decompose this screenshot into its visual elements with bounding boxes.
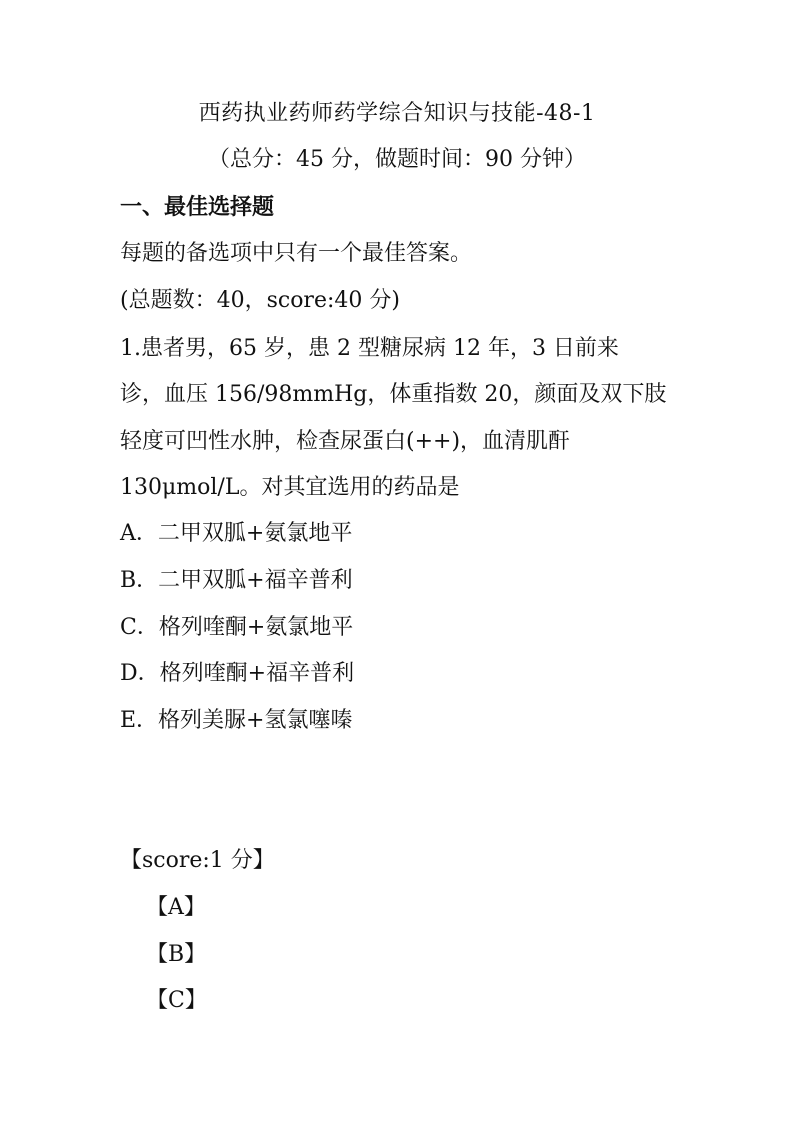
option-d: D．格列喹酮+福辛普利 — [120, 661, 355, 686]
answer-choice-a: 【A】 — [146, 895, 206, 920]
option-b: B．二甲双胍+福辛普利 — [120, 568, 353, 593]
answer-choice-c: 【C】 — [146, 988, 207, 1013]
answer-score: 【score:1 分】 — [120, 848, 275, 873]
option-a: A．二甲双胍+氨氯地平 — [120, 521, 353, 546]
section-instruction: 每题的备选项中只有一个最佳答案。 — [120, 241, 473, 266]
answer-choice-b: 【B】 — [146, 942, 207, 967]
option-c: C．格列喹酮+氨氯地平 — [120, 615, 354, 640]
document-title: 西药执业药师药学综合知识与技能-48-1 — [198, 101, 596, 126]
question-stem-line-3: 轻度可凹性水肿，检查尿蛋白(++)，血清肌酐 — [120, 429, 571, 454]
question-stem-line-1: 1.患者男，65 岁，患 2 型糖尿病 12 年，3 日前来 — [120, 336, 619, 361]
option-e: E．格列美脲+氢氯噻嗪 — [120, 708, 353, 733]
section-meta: (总题数：40，score:40 分) — [120, 288, 400, 313]
document-subtitle: （总分：45 分，做题时间：90 分钟） — [208, 147, 586, 172]
question-stem-line-2: 诊，血压 156/98mmHg，体重指数 20，颜面及双下肢 — [120, 382, 667, 407]
question-stem-line-4: 130μmol/L。对其宜选用的药品是 — [120, 475, 460, 500]
section-heading: 一、最佳选择题 — [120, 195, 275, 220]
